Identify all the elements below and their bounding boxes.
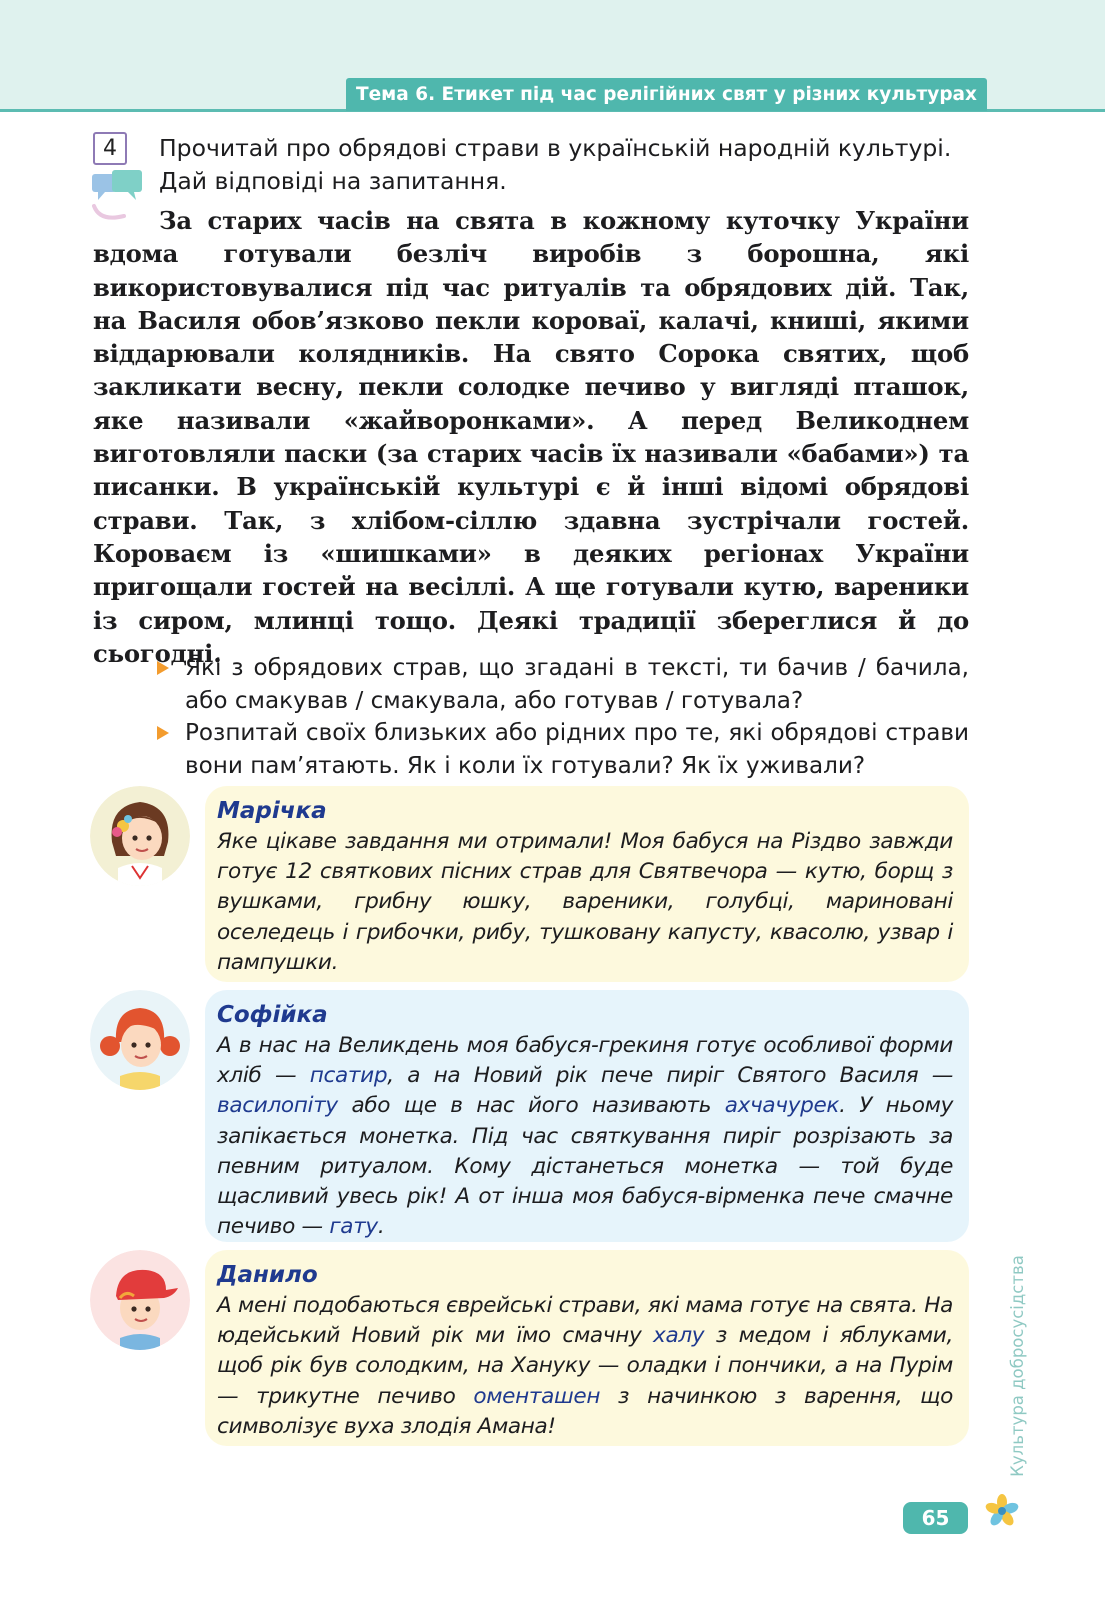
speech-fragment: . <box>377 1214 385 1240</box>
reading-passage: За старих часів на свята в кожному куточку України вдома готували безліч виробів з борошна, які використовувалися під час ритуалів та обрядових дій. Так, на Василя обов’язково пекли короваї, калачі, книші, якими віддарювали колядників. На свято Сорока святих, щоб закликати весну, пекли солодке печиво у вигляді пташок, яке називали «жайворонками». А перед Великоднем виготовляли паски (за старих часів їх називали «бабами») та писанки. В українській культурі є й інші відомі обрядові страви. Так, з хлібом-сіллю здавна зустрічали гостей. Короваєм із «шишками» в деяких регіонах України пригощали гостей на весіллі. А ще готували кутю, вареники із сиром, млинці тощо. Деякі традиції збереглися й до сьогодні. <box>93 206 969 668</box>
dish-term: василопіту <box>217 1093 338 1119</box>
dish-term: оменташен <box>473 1383 601 1409</box>
sofiika-avatar <box>90 990 190 1090</box>
marichka-avatar <box>90 786 190 886</box>
speaker-name: Софійка <box>217 1002 328 1028</box>
speech-fragment: . У ньому запікається монетка. Під час святкування пиріг розрізають за певним ритуалом. Кому дістанеться монетка — той буде щасливий увесь рік! А от інша моя бабуся-вірменка пече смачне печиво — <box>217 1093 954 1240</box>
topic-label: Тема 6. Етикет під час релігійних свят у різних культурах <box>346 78 987 111</box>
dish-term: халу <box>653 1323 705 1349</box>
task-number: 4 <box>93 132 127 165</box>
question-text: Які з обрядових страв, що згадані в тексті, ти бачив / бачила, або смакував / смакувала, або готував / готувала? <box>185 655 969 714</box>
task-instruction: Прочитай про обрядові страви в українській народній культурі. Дай відповіді на запитання. <box>159 134 952 195</box>
dish-term: псатир <box>309 1063 388 1089</box>
marichka-speech-bubble <box>205 786 969 982</box>
danylo-avatar <box>90 1250 190 1350</box>
speech-fragment: , а на Новий рік пече пиріг Святого Василя — <box>387 1063 953 1089</box>
side-caption-wrap <box>1003 1250 1033 1482</box>
speaker-name: Марічка <box>217 798 327 824</box>
sofiika-speech-bubble <box>205 990 969 1242</box>
triangle-bullet-icon <box>157 726 169 740</box>
triangle-bullet-icon <box>157 661 169 675</box>
speech-text <box>217 1291 953 1442</box>
dish-term: гату <box>329 1214 378 1240</box>
speech-text: Яке цікаве завдання ми отримали! Моя бабуся на Різдво завжди готує 12 святкових пісних страв для Святвечора — кутю, борщ з вушками, грибну юшку, вареники, голубці, мариновані оселедець і грибочки, рибу, тушковану капусту, квасолю, узвар і пампушки. <box>217 829 953 975</box>
speech-fragment: або ще в нас його називають <box>337 1093 725 1119</box>
question-item <box>157 652 969 717</box>
speaker-name: Данило <box>217 1262 318 1288</box>
question-text: Розпитай своїх близьких або рідних про те, які обрядові страви вони пам’ятають. Як і коли їх готували? Як їх уживали? <box>185 720 969 779</box>
speech-text <box>217 1031 953 1242</box>
dish-term: ахчачурек <box>724 1093 840 1119</box>
speech-fragment: з медом і яблуками, щоб рік був солодким, на Хануку — оладки і пончики, а на Пурім — трикутне печиво <box>217 1323 953 1409</box>
speech-fragment: А мені подобаються єврейські страви, які мама готує на свята. На юдейський Новий рік ми їмо смачну <box>217 1293 953 1349</box>
question-list <box>157 652 969 782</box>
flower-icon <box>985 1494 1019 1528</box>
speech-fragment: з начинкою з варення, що символізує вуха злодія Амана! <box>217 1383 953 1439</box>
speech-fragment: А в нас на Великдень моя бабуся-грекиня готує особливої форми хліб — <box>217 1033 953 1089</box>
page-number: 65 <box>903 1502 968 1534</box>
question-item <box>157 717 969 782</box>
danylo-speech-bubble <box>205 1250 969 1446</box>
side-caption: Культура добросусідства <box>1008 1255 1027 1477</box>
